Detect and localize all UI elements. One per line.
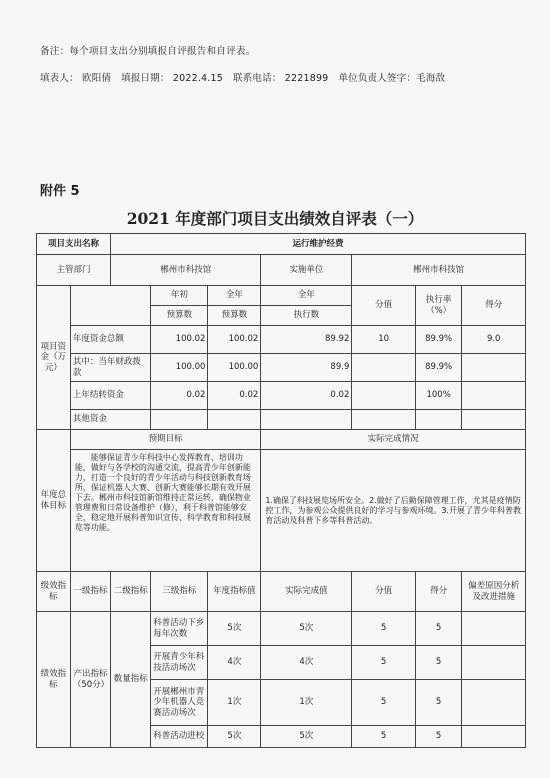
indicator-name: 开展青少年科技活动场次: [151, 646, 208, 680]
fund-score-value: [352, 354, 416, 382]
indicator-actual: 1次: [261, 680, 352, 726]
indicator-reason: [462, 646, 526, 680]
contact-phone: 联系电话： 2221899: [233, 73, 329, 84]
fund-exec-value: [261, 410, 352, 430]
indicator-actual: 5次: [261, 726, 352, 748]
full-top-header: 全年: [208, 286, 261, 306]
fund-start-value: 100.00: [151, 354, 208, 382]
indicator-actual: 5次: [261, 612, 352, 646]
leader-signature: 单位负责人签字：毛海敌: [338, 73, 446, 84]
evaluation-table: [36, 233, 526, 748]
exec-top-header: 全年: [261, 286, 352, 306]
project-name-value: 运行维护经费: [111, 234, 526, 255]
indicator-actual: 4次: [261, 646, 352, 680]
fund-points-value: [462, 382, 526, 410]
output-indicator-label: 产出指标（50分）: [70, 612, 110, 748]
indicator-target: 5次: [208, 612, 261, 646]
fund-full-value: 100.00: [208, 354, 261, 382]
level2-header: 二级指标: [111, 572, 151, 612]
indicator-target: 5次: [208, 726, 261, 748]
unit-label: 实施单位: [261, 255, 352, 286]
rate-header: 执行率（%）: [415, 286, 462, 326]
fill-date: 填报日期： 2022.4.15: [121, 73, 223, 84]
performance-side-label: 绩效指标: [37, 612, 71, 748]
indicator-target: 4次: [208, 646, 261, 680]
funds-header-blank: [70, 286, 150, 326]
dept-label: 主管部门: [37, 255, 111, 286]
indicator-points: 5: [415, 680, 462, 726]
annex-label: 附件 5: [40, 184, 80, 199]
start-bottom-header: 预算数: [151, 306, 208, 326]
fund-score-value: 10: [352, 326, 416, 354]
page-title: 2021 年度部门项目支出绩效自评表（一）: [126, 209, 424, 228]
fund-start-value: [151, 410, 208, 430]
fund-start-value: 0.02: [151, 382, 208, 410]
level1-header: 一级指标: [70, 572, 110, 612]
filler-name: 填表人： 欧阳倩: [40, 73, 112, 84]
start-top-header: 年初: [151, 286, 208, 306]
fund-row-label: 年度资金总额: [70, 326, 150, 354]
reason-header: 偏差原因分析及改进措施: [462, 572, 526, 612]
fund-full-value: 100.02: [208, 326, 261, 354]
level3-header: 三级指标: [151, 572, 208, 612]
indicator-points: 5: [415, 612, 462, 646]
indicator-reason: [462, 680, 526, 726]
fund-row-label: 其中：当年财政拨款: [70, 354, 150, 382]
indicator-reason: [462, 726, 526, 748]
fund-row-label: 上年结转资金: [70, 382, 150, 410]
points-header: 得分: [462, 286, 526, 326]
project-name-label: 项目支出名称: [37, 234, 111, 255]
indicator-name: 科普活动进校: [151, 726, 208, 748]
expected-goal-text: 能够保证青少年科技中心发挥教育、培训功能，做好与各学校的沟通交流，提高青少年创新能力，打造一个良好的青少年活动与科技创新教育场所，保证机器人大赛、创新大赛能够长期有效开展下去。郴州市科技馆新馆维持正常运转，确保物业管理费和日常设备维护（修），利于科普馆能够安全，稳定地开展科普知识宣传、科学教育和科技展览等功能。: [70, 450, 260, 572]
indicator-score: 5: [352, 646, 416, 680]
fund-rate-value: 89.9%: [415, 326, 462, 354]
dept-value: 郴州市科技馆: [111, 255, 261, 286]
fund-points-value: [462, 410, 526, 430]
unit-value: 郴州市科技馆: [352, 255, 526, 286]
fund-score-value: [352, 410, 416, 430]
indicator-score: 5: [352, 680, 416, 726]
actual-header: 实际完成值: [261, 572, 352, 612]
indicator-name: 科普活动下乡每年次数: [151, 612, 208, 646]
actual-completion-header: 实际完成情况: [261, 430, 526, 450]
fund-points-value: 9.0: [462, 326, 526, 354]
indicator-points: 5: [415, 726, 462, 748]
fund-exec-value: 0.02: [261, 382, 352, 410]
quantity-indicator-label: 数量指标: [111, 612, 151, 748]
indicator-kind-header: 级效指标: [37, 572, 71, 612]
indicator-target: 1次: [208, 680, 261, 726]
expected-goal-header: 预期目标: [70, 430, 260, 450]
indicator-points: 5: [415, 646, 462, 680]
indicator-score: 5: [352, 726, 416, 748]
remark-note: 备注：每个项目支出分别填报自评报告和自评表。: [40, 46, 256, 57]
fund-rate-value: [415, 410, 462, 430]
fund-start-value: 100.02: [151, 326, 208, 354]
indicator-name: 开展郴州市青少年机器人竞赛活动场次: [151, 680, 208, 726]
indicator-score: 5: [352, 612, 416, 646]
score-header: 分值: [352, 286, 416, 326]
fund-exec-value: 89.92: [261, 326, 352, 354]
fund-exec-value: 89.9: [261, 354, 352, 382]
points-header: 得分: [415, 572, 462, 612]
target-header: 年度指标值: [208, 572, 261, 612]
full-bottom-header: 预算数: [208, 306, 261, 326]
exec-bottom-header: 执行数: [261, 306, 352, 326]
fund-rate-value: 100%: [415, 382, 462, 410]
actual-completion-text: 1.确保了科技展览场所安全。2.做好了后勤保障管理工作，尤其是疫情防控工作，为参观公众提供良好的学习与参观环境。3.开展了青少年科普教育活动及科普下乡等科普活动。: [261, 450, 526, 572]
fund-score-value: [352, 382, 416, 410]
funds-side-label: 项目资金（万元）: [37, 286, 71, 430]
fund-points-value: [462, 354, 526, 382]
score-header: 分值: [352, 572, 416, 612]
indicator-reason: [462, 612, 526, 646]
filler-info-line: [40, 70, 445, 84]
goals-side-label: 年度总体目标: [37, 430, 71, 572]
fund-full-value: 0.02: [208, 382, 261, 410]
fund-full-value: [208, 410, 261, 430]
fund-row-label: 其他资金: [70, 410, 150, 430]
fund-rate-value: 89.9%: [415, 354, 462, 382]
